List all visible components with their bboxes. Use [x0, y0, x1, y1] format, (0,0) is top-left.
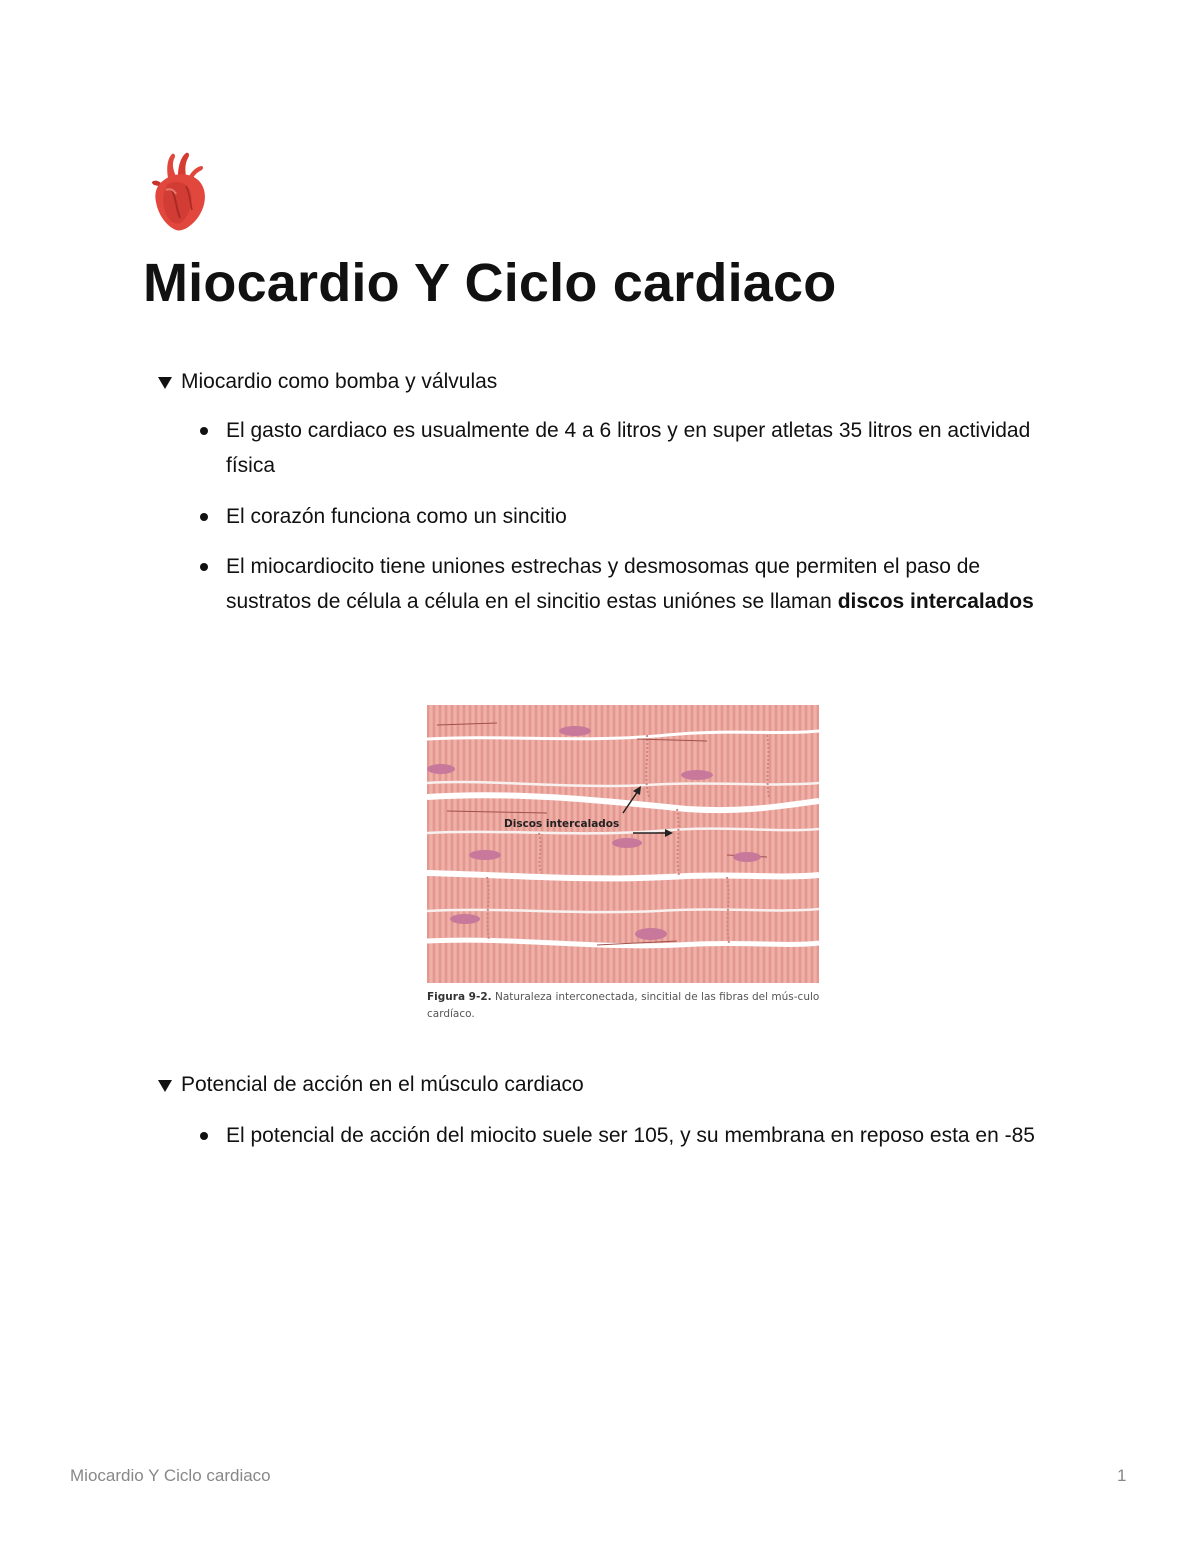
figure-caption: Figura 9-2. Naturaleza interconectada, sincitial de las fibras del mús-culo cardíaco. [427, 991, 820, 1020]
toggle-triangle-icon[interactable] [158, 1080, 172, 1092]
anatomical-heart-icon [146, 150, 216, 234]
toggle-section-miocardio[interactable] [158, 367, 497, 397]
cardiac-muscle-fibers-illustration [427, 705, 819, 983]
bullet-dot-icon [200, 563, 208, 571]
page-title: Miocardio Y Ciclo cardiaco [143, 253, 837, 313]
section-heading: Potencial de acción en el músculo cardiaco [181, 1073, 584, 1096]
footer-title: Miocardio Y Ciclo cardiaco [70, 1466, 271, 1485]
section-heading: Miocardio como bomba y válvulas [181, 370, 498, 393]
bullet-dot-icon [200, 427, 208, 435]
toggle-section-potencial[interactable] [158, 1070, 584, 1100]
bullet-dot-icon [200, 513, 208, 521]
toggle-triangle-icon[interactable] [158, 377, 172, 389]
list-item: El gasto cardiaco es usualmente de 4 a 6 litros y en super atletas 35 litros en actividad física [226, 413, 1066, 483]
page-number: 1 [1117, 1466, 1127, 1485]
list-item: El potencial de acción del miocito suele ser 105, y su membrana en reposo esta en -85 [226, 1118, 1066, 1153]
bold-term: discos intercalados [837, 590, 1034, 613]
list-item: El miocardiocito tiene uniones estrechas y desmosomas que permiten el paso de sustratos de célula a célula en el sincitio estas uniónes se llaman discos intercalados [226, 549, 1066, 619]
list-item: El corazón funciona como un sincitio [226, 499, 1066, 534]
figure-annotation: Discos intercalados [504, 818, 620, 830]
bullet-dot-icon [200, 1132, 208, 1140]
